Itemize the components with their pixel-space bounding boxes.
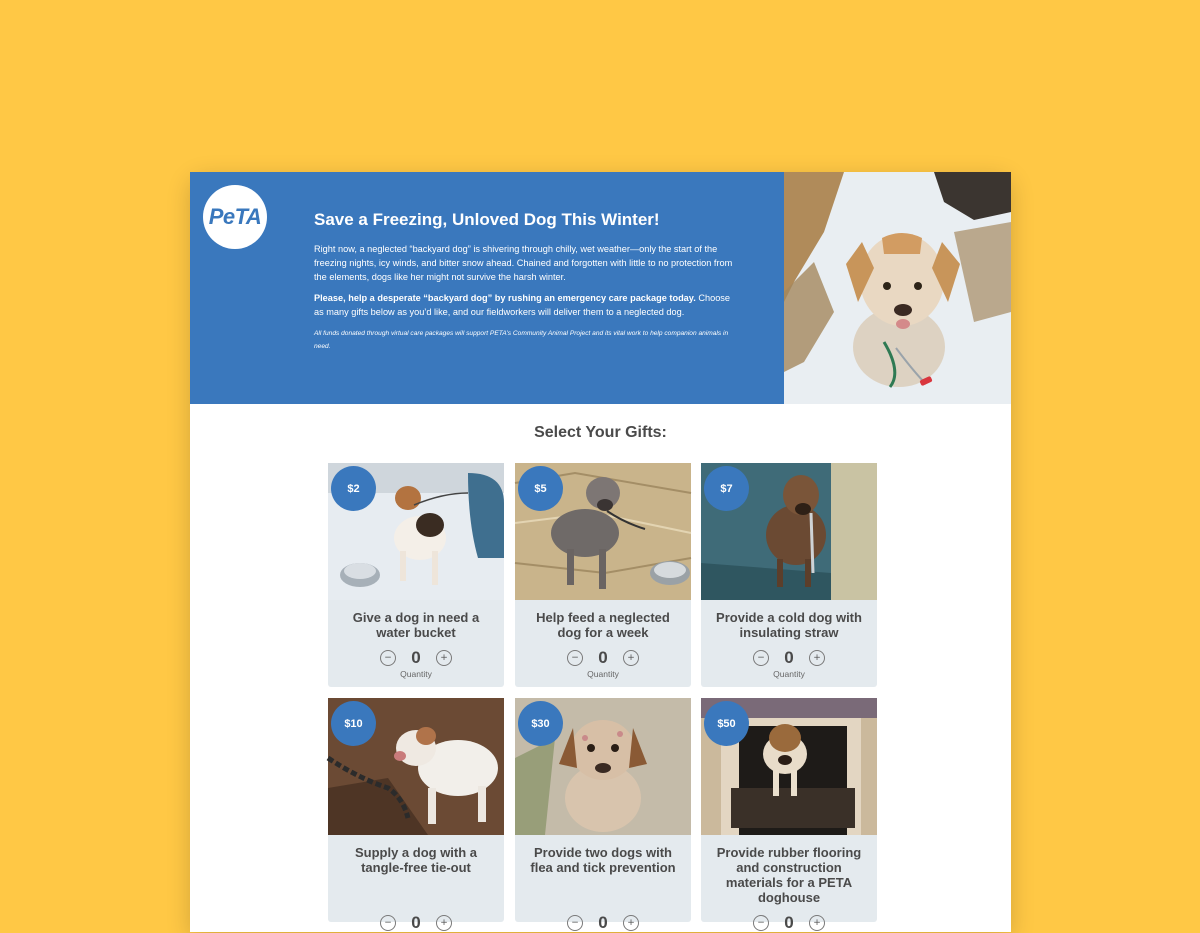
price-badge: $7 [704, 466, 749, 511]
gift-title: Give a dog in need a water bucket [352, 610, 480, 640]
gifts-heading: Select Your Gifts: [534, 424, 667, 441]
price-badge: $5 [518, 466, 563, 511]
gift-title: Supply a dog with a tangle-free tie-out [354, 845, 478, 875]
increase-quantity-button[interactable]: + [809, 650, 825, 666]
quantity-stepper [701, 648, 877, 668]
gift-title: Provide two dogs with flea and tick prevention [530, 845, 676, 875]
quantity-label: Quantity [773, 669, 805, 679]
decrease-quantity-button[interactable]: − [567, 915, 583, 931]
quantity-label: Quantity [400, 669, 432, 679]
gift-title: Provide a cold dog with insulating straw [716, 610, 862, 640]
quantity-value: 0 [411, 648, 421, 667]
hero-banner [190, 172, 1011, 404]
price-badge: $50 [704, 701, 749, 746]
quantity-stepper [515, 648, 691, 668]
hero-funds-note: All funds donated through virtual care packages will support PETA’s Community Animal Project and its vital work to help companion animals in need. [314, 330, 729, 350]
increase-quantity-button[interactable]: + [623, 915, 639, 931]
quantity-value: 0 [598, 913, 608, 932]
hero-paragraph-2 [314, 291, 734, 319]
increase-quantity-button[interactable]: + [436, 650, 452, 666]
gift-card-flea-tick[interactable] [515, 698, 691, 932]
quantity-stepper [701, 913, 877, 933]
quantity-value: 0 [598, 648, 608, 667]
gift-title: Provide rubber flooring and construction materials for a PETA doghouse [716, 845, 862, 905]
hero-paragraph-2-rest: Choose as many gifts below as you’d like, and our fieldworkers will deliver them to a neglected dog. [314, 293, 731, 317]
decrease-quantity-button[interactable]: − [380, 915, 396, 931]
gift-card-dog-food[interactable] [515, 463, 691, 687]
price-badge: $2 [331, 466, 376, 511]
gift-card-straw[interactable] [701, 463, 877, 687]
quantity-stepper [328, 648, 504, 668]
quantity-label: Quantity [587, 669, 619, 679]
donation-page-card [190, 172, 1011, 932]
quantity-value: 0 [784, 648, 794, 667]
quantity-stepper [328, 913, 504, 933]
increase-quantity-button[interactable]: + [809, 915, 825, 931]
quantity-value: 0 [411, 913, 421, 932]
decrease-quantity-button[interactable]: − [567, 650, 583, 666]
decrease-quantity-button[interactable]: − [753, 915, 769, 931]
gift-card-water-bucket[interactable] [328, 463, 504, 687]
price-badge: $30 [518, 701, 563, 746]
hero-copy [314, 210, 734, 353]
hero-paragraph-1: Right now, a neglected “backyard dog” is shivering through chilly, wet weather—only the start of the freezing nights, icy winds, and bitter snow ahead. Chained and forgotten with little to no protection from the elements, dogs like her might not survive the harsh winter. [314, 244, 733, 282]
increase-quantity-button[interactable]: + [436, 915, 452, 931]
gift-card-doghouse[interactable] [701, 698, 877, 932]
decrease-quantity-button[interactable]: − [753, 650, 769, 666]
quantity-stepper [515, 913, 691, 933]
gift-card-tie-out[interactable] [328, 698, 504, 932]
price-badge: $10 [331, 701, 376, 746]
gift-title: Help feed a neglected dog for a week [536, 610, 670, 640]
increase-quantity-button[interactable]: + [623, 650, 639, 666]
hero-dog-photo [784, 172, 1011, 404]
peta-logo[interactable] [203, 185, 267, 249]
peta-logo-text: PeTA [208, 204, 262, 229]
hero-paragraph-2-bold: Please, help a desperate “backyard dog” by rushing an emergency care package today. [314, 293, 696, 303]
hero-title: Save a Freezing, Unloved Dog This Winter! [314, 210, 660, 229]
quantity-value: 0 [784, 913, 794, 932]
decrease-quantity-button[interactable]: − [380, 650, 396, 666]
